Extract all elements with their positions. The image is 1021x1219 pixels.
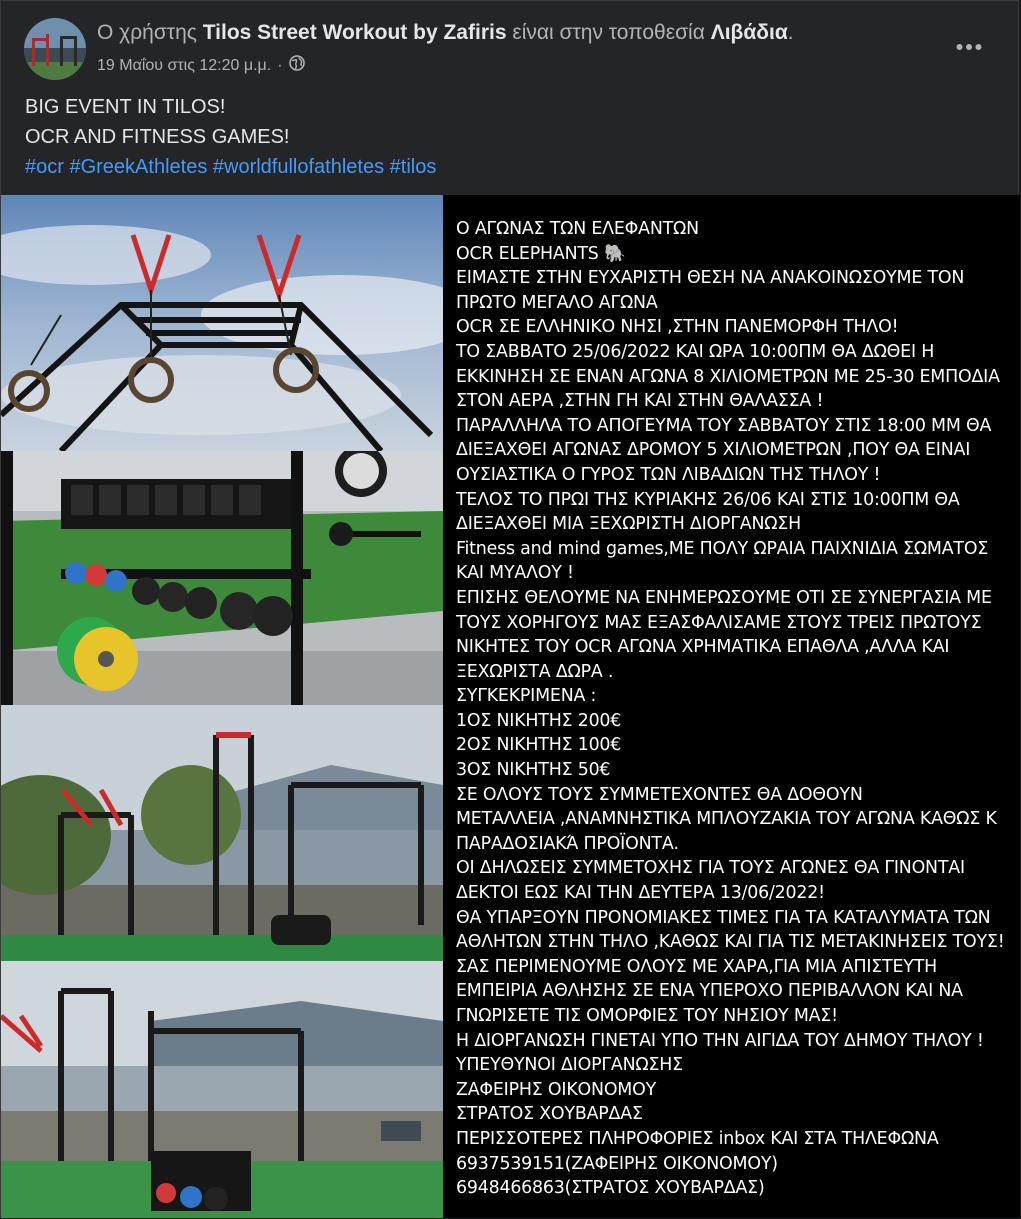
hashtag-link[interactable]: #worldfullofathletes [212, 156, 385, 178]
post-meta [97, 55, 305, 76]
announcement-line: ΠΑΡΑΛΛΗΛΑ ΤΟ ΑΠΟΓΕΥΜΑ ΤΟΥ ΣΑΒΒΑΤΟΥ ΣΤΙΣ 18:00 ΜΜ ΘΑ [456, 415, 992, 436]
announcement-line: 2ΟΣ ΝΙΚΗΤΗΣ 100€ [456, 735, 622, 756]
photo-park-rack [1, 961, 443, 1218]
post-line: BIG EVENT IN TILOS! [25, 96, 226, 118]
announcement-line: OCR ELEPHANTS 🐘 [456, 243, 626, 264]
announcement-line: 6948466863(ΣΤΡΑΤΟΣ ΧΟΥΒΑΡΔΑΣ) [456, 1178, 765, 1199]
announcement-line: ΥΠΕΥΘΥΝΟΙ ΔΙΟΡΓΑΝΩΣΗΣ [456, 1055, 683, 1076]
announcement-line: ΕΠΙΣΗΣ ΘΕΛΟΥΜΕ ΝΑ ΕΝΗΜΕΡΩΣΟΥΜΕ ΟΤΙ ΣΕ ΣΥΝΕΡΓΑΣΙΑ ΜΕ [456, 587, 992, 608]
announcement-line: ΣΑΣ ΠΕΡΙΜΕΝΟΥΜΕ ΟΛΟΥΣ ΜΕ ΧΑΡΑ,ΓΙΑ ΜΙΑ ΑΠΙΣΤΕΥΤΗ [456, 956, 937, 977]
announcement-line: ΕΚΚΙΝΗΣΗ ΣΕ ΕΝΑΝ ΑΓΩΝΑ 8 ΧΙΛΙΟΜΕΤΡΩΝ ΜΕ 25-30 ΕΜΠΟΔΙΑ [456, 366, 1000, 387]
more-options-button[interactable] [941, 31, 997, 63]
announcement-line: ΜΕΤΑΛΛΕΙΑ ,ΑΝΑΜΝΗΣΤΙΚΑ ΜΠΛΟΥΖΑΚΙΑ ΤΟΥ ΑΓΩΝΑ ΚΑΘΩΣ Κ [456, 809, 997, 830]
post-message [25, 92, 436, 182]
hashtags [25, 152, 436, 182]
announcement-line: ΠΑΡΑΔΟΣΙΑΚΆ ΠΡΟΪΟΝΤΑ. [456, 833, 679, 854]
location-link[interactable]: Λιβάδια [710, 21, 788, 44]
announcement-line: ΔΙΕΞΑΧΘΕΙ ΜΙΑ ΞΕΧΩΡΙΣΤΗ ΔΙΟΡΓΑΝΩΣΗ [456, 514, 802, 535]
announcement-line: ΣΕ ΟΛΟΥΣ ΤΟΥΣ ΣΥΜΜΕΤΕΧΟΝΤΕΣ ΘΑ ΔΟΘΟΥΝ [456, 784, 863, 805]
announcement-line: ΑΘΛΗΤΩΝ ΣΤΗΝ ΤΗΛΟ ,ΚΑΘΩΣ ΚΑΙ ΓΙΑ ΤΙΣ ΜΕΤΑΚΙΝΗΣΕΙΣ ΤΟΥΣ! [456, 932, 1005, 953]
announcement-line: ΘΑ ΥΠΑΡΞΟΥΝ ΠΡΟΝΟΜΙΑΚΕΣ ΤΙΜΕΣ ΓΙΑ ΤΑ ΚΑΤΑΛΥΜΑΤΑ ΤΩΝ [456, 907, 991, 928]
hashtag-link[interactable]: #GreekAthletes [69, 156, 208, 178]
announcement-line: Fitness and mind games,ΜΕ ΠΟΛΥ ΩΡΑΙΑ ΠΑΙΧΝΙΔΙΑ ΣΩΜΑΤΟΣ [456, 538, 989, 559]
announcement-line: 3ΟΣ ΝΙΚΗΤΗΣ 50€ [456, 760, 611, 781]
announcement-line: ΓΝΩΡΙΣΕΤΕ ΤΙΣ ΟΜΟΡΦΙΕΣ ΤΟΥ ΝΗΣΙΟΥ ΜΑΣ! [456, 1006, 838, 1026]
post-timestamp[interactable]: 19 Μαΐου στις 12:20 μ.μ. [97, 56, 272, 74]
announcement-line: ΤΟ ΣΑΒΒΑΤΟ 25/06/2022 ΚΑΙ ΩΡΑ 10:00ΠΜ ΘΑ ΔΩΘΕΙ Η [456, 341, 935, 362]
announcement-line: ΖΑΦΕΙΡΗΣ ΟΙΚΟΝΟΜΟΥ [456, 1079, 657, 1100]
header-middle: είναι στην τοποθεσία [512, 21, 705, 44]
announcement-line: ΕΙΜΑΣΤΕ ΣΤΗΝ ΕΥΧΑΡΙΣΤΗ ΘΕΣΗ ΝΑ ΑΝΑΚΟΙΝΩΣΟΥΜΕ ΤΟΝ [456, 268, 965, 289]
avatar[interactable] [24, 18, 86, 80]
announcement-line: ΚΑΙ ΜΥΑΛΟΥ ! [456, 563, 574, 584]
announcement-line: 1ΟΣ ΝΙΚΗΤΗΣ 200€ [456, 710, 622, 731]
announcement-line: 6937539151(ΖΑΦΕΙΡΗΣ ΟΙΚΟΝΟΜΟΥ) [456, 1153, 778, 1174]
author-link[interactable]: Tilos Street Workout by Zafiris [202, 21, 507, 44]
announcement-line: Η ΔΙΟΡΓΑΝΩΣΗ ΓΙΝΕΤΑΙ ΥΠΟ ΤΗΝ ΑΙΓΙΔΑ ΤΟΥ ΔΗΜΟΥ ΤΗΛΟΥ ! [456, 1030, 984, 1051]
announcement-line: ΔΕΚΤΟΙ ΕΩΣ ΚΑΙ ΤΗΝ ΔΕΥΤΕΡΑ 13/06/2022! [456, 883, 825, 904]
photo-rings-sky [1, 195, 443, 451]
announcement-line: ΠΕΡΙΣΣΟΤΕΡΕΣ ΠΛΗΡΟΦΟΡΙΕΣ inbox ΚΑΙ ΣΤΑ ΤΗΛΕΦΩΝΑ [456, 1128, 939, 1149]
hashtag-link[interactable]: #ocr [25, 156, 64, 178]
announcement-line: ΣΥΓΚΕΚΡΙΜΕΝΑ : [456, 686, 597, 707]
more-dots-icon [956, 43, 982, 51]
photo-collage [1, 195, 443, 1218]
announcement-line: Ο ΑΓΩΝΑΣ ΤΩΝ ΕΛΕΦΑΝΤΩΝ [456, 219, 699, 239]
meta-separator: · [277, 56, 283, 74]
avatar-image [24, 18, 86, 80]
announcement-line: ΣΤΟΝ ΑΕΡΑ ,ΣΤΗΝ ΓΗ ΚΑΙ ΣΤΗΝ ΘΑΛΑΣΣΑ ! [456, 391, 824, 412]
post-image[interactable] [1, 195, 1020, 1218]
post-header [97, 21, 794, 45]
photo-weights [1, 451, 443, 705]
announcement-line: ΤΟΥΣ ΧΟΡΗΓΟΥΣ ΜΑΣ ΕΞΑΣΦΑΛΙΣΑΜΕ ΣΤΟΥΣ ΤΡΕΙΣ ΠΡΩΤΟΥΣ [456, 612, 982, 633]
announcement-line: ΣΤΡΑΤΟΣ ΧΟΥΒΑΡΔΑΣ [456, 1104, 643, 1125]
announcement-line: ΕΜΠΕΙΡΙΑ ΑΘΛΗΣΗΣ ΣΕ ΕΝΑ ΥΠΕΡΟΧΟ ΠΕΡΙΒΑΛΛΟΝ ΚΑΙ ΝΑ [456, 981, 963, 1002]
announcement-line: ΤΕΛΟΣ ΤΟ ΠΡΩΙ ΤΗΣ ΚΥΡΙΑΚΗΣ 26/06 ΚΑΙ ΣΤΙΣ 10:00ΠΜ ΘΑ [456, 489, 960, 510]
announcement-line: ΝΙΚΗΤΕΣ ΤΟΥ OCR ΑΓΩΝΑ ΧΡΗΜΑΤΙΚΑ ΕΠΑΘΛΑ ,ΑΛΛΑ ΚΑΙ [456, 637, 950, 658]
announcement-line: ΟΙ ΔΗΛΩΣΕΙΣ ΣΥΜΜΕΤΟΧΗΣ ΓΙΑ ΤΟΥΣ ΑΓΩΝΕΣ ΘΑ ΓΙΝΟΝΤΑΙ [456, 858, 965, 879]
announcement-line: ΔΙΕΞΑΧΘΕΙ ΑΓΩΝΑΣ ΔΡΟΜΟΥ 5 ΧΙΛΙΟΜΕΤΡΩΝ ,ΠΟΥ ΘΑ ΕΙΝΑΙ [456, 440, 971, 461]
announcement-line: ΞΕΧΩΡΙΣΤΑ ΔΩΡΑ . [456, 661, 614, 682]
post-line: OCR AND FITNESS GAMES! [25, 126, 290, 148]
header-suffix: . [787, 21, 794, 44]
announcement-line: ΟΥΣΙΑΣΤΙΚΑ Ο ΓΥΡΟΣ ΤΩΝ ΛΙΒΑΔΙΩΝ ΤΗΣ ΤΗΛΟΥ ! [456, 464, 881, 485]
hashtag-link[interactable]: #tilos [389, 156, 437, 178]
globe-icon [289, 55, 305, 76]
announcement-line: OCR ΣΕ ΕΛΛΗΝΙΚΟ ΝΗΣΙ ,ΣΤΗΝ ΠΑΝΕΜΟΡΦΗ ΤΗΛΟ! [456, 317, 899, 338]
header-prefix: Ο χρήστης [97, 21, 197, 44]
photo-park-sea [1, 705, 443, 961]
announcement-line: ΠΡΩΤΟ ΜΕΓΑΛΟ ΑΓΩΝΑ [456, 292, 658, 313]
announcement-text [456, 217, 1016, 1201]
